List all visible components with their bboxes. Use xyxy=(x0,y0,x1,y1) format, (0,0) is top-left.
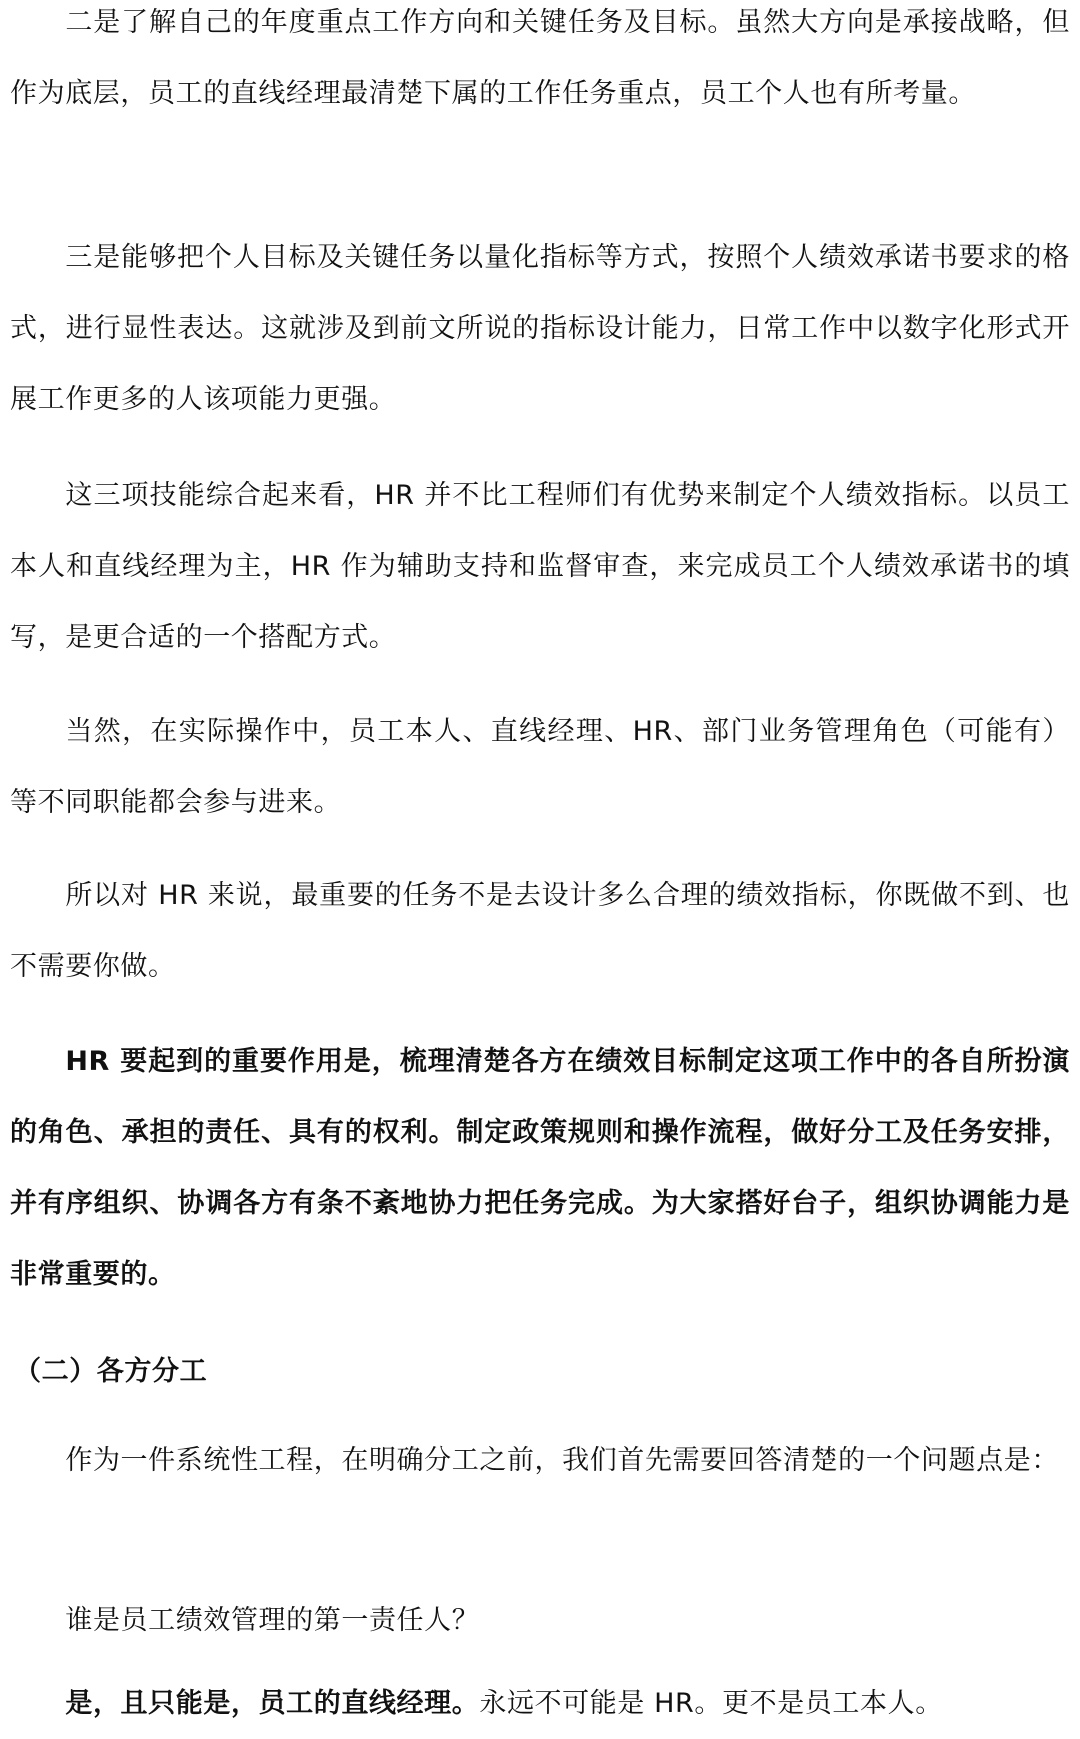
paragraph-skills: 这三项技能综合起来看，HR 并不比工程师们有优势来制定个人绩效指标。以员工本人和直线经理为主，HR 作为辅助支持和监督审查，来完成员工个人绩效承诺书的填写，是更合适的一个搭配方式。 xyxy=(10,480,1070,653)
section-heading: （二）各方分工 xyxy=(14,1356,208,1387)
paragraph-hr-task: 所以对 HR 来说，最重要的任务不是去设计多么合理的绩效指标，你既做不到、也不需要你做。 xyxy=(10,880,1070,982)
paragraph-question-intro: 作为一件系统性工程，在明确分工之前，我们首先需要回答清楚的一个问题点是： xyxy=(65,1445,1059,1476)
paragraph-goals: 二是了解自己的年度重点工作方向和关键任务及目标。虽然大方向是承接战略，但作为底层，员工的直线经理最清楚下属的工作任务重点，员工个人也有所考量。 xyxy=(10,7,1070,109)
paragraph-roles: 当然，在实际操作中，员工本人、直线经理、HR、部门业务管理角色（可能有）等不同职能都会参与进来。 xyxy=(10,716,1070,818)
paragraph-answer xyxy=(10,1668,1070,1739)
answer-bold: 是，且只能是，员工的直线经理。 xyxy=(65,1688,480,1719)
paragraph-question: 谁是员工绩效管理的第一责任人？ xyxy=(65,1605,480,1636)
answer-rest: 永远不可能是 HR。更不是员工本人。 xyxy=(479,1688,943,1719)
paragraph-quantify: 三是能够把个人目标及关键任务以量化指标等方式，按照个人绩效承诺书要求的格式，进行显性表达。这就涉及到前文所说的指标设计能力，日常工作中以数字化形式开展工作更多的人该项能力更强。 xyxy=(10,242,1070,415)
paragraph-hr-role-bold: HR 要起到的重要作用是，梳理清楚各方在绩效目标制定这项工作中的各自所扮演的角色、承担的责任、具有的权利。制定政策规则和操作流程，做好分工及任务安排，并有序组织、协调各方有条不紊地协力把任务完成。为大家搭好台子，组织协调能力是非常重要的。 xyxy=(10,1046,1070,1290)
